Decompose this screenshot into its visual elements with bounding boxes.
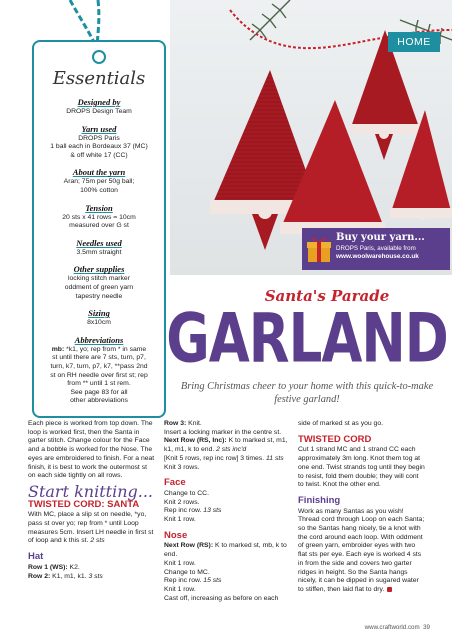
section-heading: Yarn used [81,123,117,134]
hat-row-3 [164,420,290,429]
face-knit-1: Knit 1 row. [164,516,196,524]
row-label: Next Row (RS, Inc): [164,437,227,445]
hat-heading: Hat [28,551,44,563]
home-tab[interactable]: HOME [388,32,440,52]
column-1 [28,420,156,581]
essentials-title: Essentials [52,68,146,89]
section-other-supplies [42,264,156,301]
nose-rep-row [164,577,290,586]
abbrev-term: mb: [51,345,65,353]
knit-3-rows: Knit 3 rows. [164,463,200,471]
row-text: Rep inc row. [164,577,204,585]
section-heading: Sizing [88,308,110,319]
section-abbreviations [42,335,156,406]
section-heading: About the yarn [72,167,126,178]
buy-yarn-url[interactable]: www.woolwarehouse.co.uk [336,253,419,260]
marker-instruction: Insert a locking marker in the centre st. [164,428,282,436]
title-kicker: Santa's Parade [264,287,390,305]
row-text: [Knit 5 rows, rep inc row] 3 times. [164,454,266,462]
page-footer [306,624,430,631]
hat-row-1 [28,564,156,573]
footer-url[interactable]: www.craftworld.com [364,624,420,631]
section-yarn-used [42,124,156,161]
section-heading: Other supplies [73,264,125,275]
nose-line: Knit 1 row. [164,559,196,567]
stitch-count: 13 sts [203,507,222,515]
section-heading: Tension [85,202,113,213]
knit-5-rows [164,455,290,464]
stitch-count: 11 sts [266,454,284,462]
section-about-yarn [42,167,156,195]
stitch-count: 15 sts [203,577,222,585]
finishing-body: Work as many Santas as you wish! Thread cord through Loop on each Santa; so the Santas hang nicely, tie a knot with the cord around each loop. With oddment of green yarn, embroider eyes with two flat sts per eye. Each eye is worked 4 sts in from the side and covers two garter ridges in height. So the Santa hangs nicely, it can be dipped in sugared water to stiffen, then laid flat to dry. [298,507,425,593]
row-text: Knit. [186,420,202,427]
row-label: Next Row (RS): [164,542,214,550]
row-label: Row 3: [164,420,187,427]
column-3 [298,420,426,595]
row-text: K to marked st, mb, k to end. [164,542,287,559]
nose-knit-1: Knit 1 row. [164,585,196,593]
section-text: 20 sts x 41 rows = 10cm measured over G st [62,213,136,230]
row-label: Row 1 (WS): [28,563,68,571]
continued-text: side of marked st as you go. [298,420,384,427]
twisted-cord-text: Cut 1 strand MC and 1 strand CC each approximately 3m long. Knot them tog at one end. Twist strands tog until they begin to resist, fold them double; they will cont to twist. Knot the other end. [298,446,425,489]
page-title: GARLAND [166,300,448,379]
row-text: K2. [67,563,80,571]
essentials-tag [32,40,166,418]
section-sizing [42,308,156,328]
next-row-inc [164,437,290,454]
buy-yarn-subtitle: DROPS Paris, available from [336,245,416,252]
intro-paragraph: Each piece is worked from top down. The loop is worked first, then the Santa in garter stitch. Change colour for the Face and a bobble is worked for the Nose. The eyes are embroidered to finish. For a neat finish, it is best to work the outermost st on each side tightly on all rows. [28,420,155,480]
buy-yarn-box [302,228,450,270]
twisted-cord-heading: TWISTED CORD [298,433,372,445]
tag-hole [92,50,106,64]
face-rep-row [164,507,290,516]
nose-next-row [164,542,290,559]
row-text: K to marked st, m1, k1, m1, k to end. [164,437,288,454]
start-knitting-heading: Start knitting... [28,481,153,501]
hat-row-2 [28,573,156,582]
section-text [42,346,156,406]
section-designed-by [42,97,156,117]
row-text: Rep inc row. [164,507,204,515]
finishing-heading: Finishing [298,494,341,506]
gift-icon [306,234,332,264]
section-heading: Needles used [76,237,122,248]
section-text: DROPS Design Team [66,108,132,115]
section-text: 3.5mm straight [76,248,122,256]
section-needles [42,238,156,258]
face-line: Knit 2 rows. [164,498,200,506]
column-2 [164,420,290,603]
nose-heading: Nose [164,529,188,541]
twisted-cord-santa-heading: TWISTED CORD: SANTA [28,498,140,510]
cast-off-text: Cast off, increasing as before on each [164,594,279,602]
page-number: 39 [423,624,430,631]
section-tension [42,203,156,231]
face-line: Change to CC. [164,489,209,497]
section-text: DROPS Paris 1 ball each in Bordeaux 37 (MC) & off white 17 (CC) [50,134,148,159]
stitch-note: 2 sts inc'd [216,446,247,454]
twisted-cord-santa-text [28,511,156,546]
title-description: Bring Christmas cheer to your home with this quick-to-make festive garland! [180,381,434,405]
stitch-count: 3 sts [88,572,103,580]
cord-instructions: With MC, place a slip st on needle, *yo, pass st over yo; rep from * until Loop measures 5cm. Insert LH needle in first st of loop and k this st. [28,511,154,545]
section-text: locking stitch marker oddment of green yarn tapestry needle [64,275,134,300]
finishing-text [298,508,426,595]
nose-line: Change to MC. [164,568,210,576]
abbrev-definition: *k1, yo; rep from * in same st until there are 7 sts, turn, p7, turn, k7, turn, p7, k7, **pass 2nd st on RH needle over first st; rep from ** until 1 st rem. See page 83 for all other abbreviations [50,345,148,405]
section-text: Aran; 75m per 50g ball; 100% cotton [63,178,135,194]
section-heading: Designed by [77,97,121,107]
face-heading: Face [164,477,186,489]
buy-yarn-title: Buy your yarn... [336,232,425,243]
section-text: 8x10cm [87,319,111,327]
stitch-count: 2 sts [90,537,105,545]
end-mark-icon [387,587,392,592]
row-label: Row 2: [28,572,51,580]
row-text: K1, m1, k1. [50,572,89,580]
section-heading: Abbreviations [74,334,124,345]
